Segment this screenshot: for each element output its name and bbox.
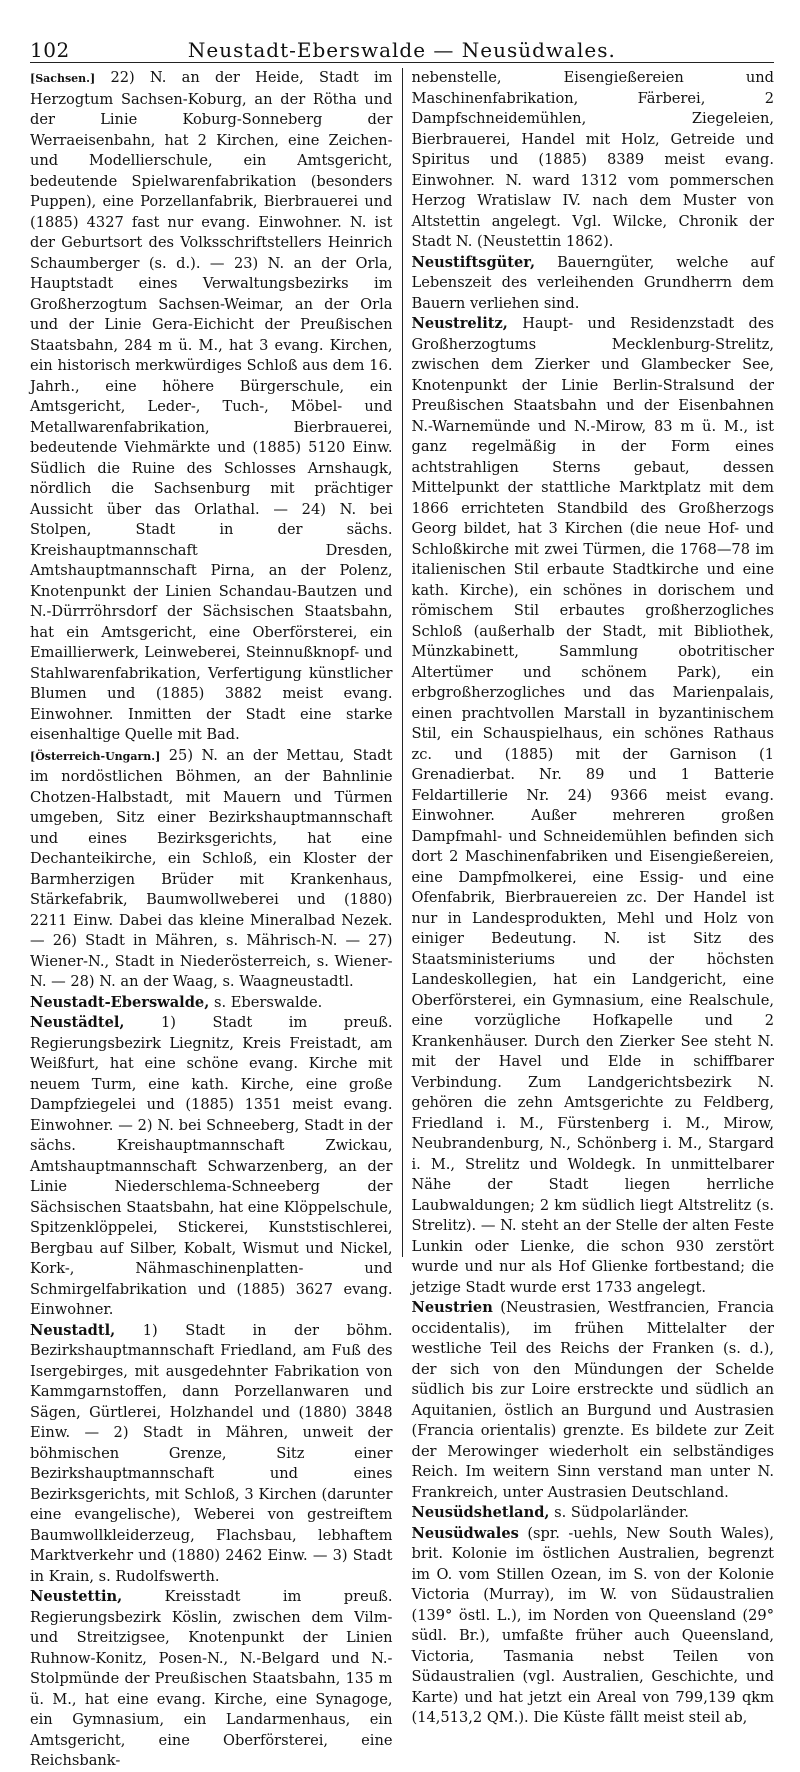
entry-text: (spr. -uehls, New South Wales), brit. Kolonie im östlichen Australien, begrenzt im O. vom Stillen Ozean, im S. von der Kolonie Victoria (Murray), im W. von Südaustralien (139° östl. L.), im Norden von Queensland (29° südl. Br.), umfaßte früher auch Queensland, Victoria, Tasmania nebst Teilen von Südaustralien (vgl. Australien, Geschichte, und Karte) und hat jetzt ein Areal von 799,139 qkm (14,513,2 QM.). Die Küste fällt meist steil ab, xyxy=(411,1524,775,1726)
entry-paragraph xyxy=(30,68,393,746)
entry-text: s. Eberswalde. xyxy=(213,993,323,1011)
entry-text: 1) Stadt in der böhm. Bezirkshauptmannschaft Friedland, am Fuß des Isergebirges, mit ausgedehnter Fabrikation von Kammgarnstoffen, dann Porzellanwaren und Sägen, Gürtlerei, Holzhandel und (1880) 3848 Einw. — 2) Stadt in Mähren, unweit der böhmischen Grenze, Sitz einer Bezirkshauptmannschaft und eines Bezirksgerichts, mit Schloß, 3 Kirchen (darunter eine evangelische), Weberei von gestreiftem Baumwollkleiderzeug, Flachsbau, lebhaftem Marktverkehr und (1880) 2462 Einw. — 3) Stadt in Krain, s. Rudolfswerth. xyxy=(30,1321,393,1585)
page-header xyxy=(30,28,774,63)
entry-headword: Neustiftsgüter, xyxy=(411,253,536,271)
entry-paragraph xyxy=(412,1503,775,1524)
entry-paragraph xyxy=(30,746,393,993)
entry-headword: Neustadt-Eberswalde, xyxy=(30,993,210,1011)
entry-paragraph xyxy=(30,1321,393,1588)
region-tag: [Österreich-Ungarn.] xyxy=(30,749,161,763)
entry-headword: Neustettin, xyxy=(30,1588,123,1605)
left-column xyxy=(30,68,402,1769)
entry-text: (Neustrasien, Westfrancien, Francia occidentalis), im frühen Mittelalter der westliche Teil des Reichs der Franken (s. d.), der sich von den Mündungen der Schelde südlich bis zur Loire erstreckte und südlich an Aquitanien, östlich an Burgund und Austrasien (Francia orientalis) grenzte. Es bildete zur Zeit der Merowinger wiederholt ein selbständiges Reich. Im weitern Sinn verstand man unter N. Frankreich, unter Austrasien Deutschland. xyxy=(411,1299,774,1501)
entry-text: Bauerngüter, welche auf Lebenszeit des verleihenden Grundherrn dem Bauern verliehen sind. xyxy=(411,253,774,312)
entry-headword: Neustadtl, xyxy=(30,1321,116,1339)
entry-text: s. Südpolarländer. xyxy=(554,1504,689,1521)
entry-headword: Neusüdshetland, xyxy=(411,1504,550,1521)
entry-headword: Neusüdwales xyxy=(411,1524,519,1542)
region-tag: [Sachsen.] xyxy=(30,72,96,85)
entry-text: nebenstelle, Eisengießereien und Maschinenfabrikation, Färberei, 2 Dampfschneidemühlen, Ziegeleien, Bierbrauerei, Handel mit Holz, Getreide und Spiritus und (1885) 8389 meist evang. Einwohner. N. ward 1312 vom pommerschen Herzog Wratislaw IV. nach dem Muster von Altstettin angelegt. Vgl. Wilcke, Chronik der Stadt N. (Neustettin 1862). xyxy=(411,69,774,250)
entry-paragraph xyxy=(412,253,775,315)
entry-text: 1) Stadt im preuß. Regierungsbezirk Liegnitz, Kreis Freistadt, am Weißfurt, hat eine schöne evang. Kirche mit neuem Turm, eine kath. Kirche, eine große Dampfziegelei und (1885) 1351 meist evang. Einwohner. — 2) N. bei Schneeberg, Stadt in der sächs. Kreishauptmannschaft Zwickau, Amtshauptmannschaft Schwarzenberg, an der Linie Niederschlema-Schneeberg der Sächsischen Staatsbahn, hat eine Klöppelschule, Spitzenklöppelei, Stickerei, Kunststischlerei, Bergbau auf Silber, Kobalt, Wismut und Nickel, Kork-, Nähmaschinenplatten- und Schmirgelfabrikation und (1885) 3627 evang. Einwohner. xyxy=(30,1014,393,1318)
entry-paragraph xyxy=(412,1524,775,1729)
entry-paragraph xyxy=(30,1587,393,1772)
entry-paragraph xyxy=(30,993,393,1014)
entry-paragraph xyxy=(412,314,775,1298)
entry-headword: Neustrelitz, xyxy=(411,315,508,332)
entry-headword: Neustrien xyxy=(411,1299,493,1316)
entry-paragraph xyxy=(30,1013,393,1321)
page-number: 102 xyxy=(30,38,70,62)
entry-text: 25) N. an der Mettau, Stadt im nordöstlichen Böhmen, an der Bahnlinie Chotzen-Halbstadt, mit Mauern und Türmen umgeben, Sitz einer Bezirkshauptmannschaft und eines Bezirksgerichts, hat eine Dechanteikirche, ein Schloß, ein Kloster der Barmherzigen Brüder mit Krankenhaus, Stärkefabrik, Baumwollweberei und (1880) 2211 Einw. Dabei das kleine Mineralbad Nezek. — 26) Stadt in Mähren, s. Mährisch-N. — 27) Wiener-N., Stadt in Niederösterreich, s. Wiener-N. — 28) N. an der Waag, s. Waagneustadtl. xyxy=(30,746,393,990)
entry-text: Haupt- und Residenzstadt des Großherzogtums Mecklenburg-Strelitz, zwischen dem Zierker und Glambecker See, Knotenpunkt der Linie Berlin-Stralsund der Preußischen Staatsbahn und der Eisenbahnen N.-Warnemünde und N.-Mirow, 83 m ü. M., ist ganz regelmäßig in der Form eines achtstrahligen Sterns gebaut, dessen Mittelpunkt der stattliche Marktplatz mit dem 1866 errichteten Standbild des Großherzogs Georg bildet, hat 3 Kirchen (die neue Hof- und Schloßkirche mit zwei Türmen, die 1768—78 im italienischen Stil erbaute Stadtkirche und eine kath. Kirche), ein schönes in dorischem und römischem Stil erbautes großherzogliches Schloß (außerhalb der Stadt, mit Bibliothek, Münzkabinett, Sammlung obotritischer Altertümer und schönem Park), ein erbgroßherzogliches und das Marienpalais, einen prachtvollen Marstall in byzantinischem Stil, ein Schauspielhaus, ein schönes Rathaus zc. und (1885) mit der Garnison (1 Grenadierbat. Nr. 89 und 1 Batterie Feldartillerie Nr. 24) 9366 meist evang. Einwohner. Außer mehreren großen Dampfmahl- und Schneidemühlen befinden sich dort 2 Maschinenfabriken und Eisengießereien, eine Dampfmolkerei, eine Essig- und eine Ofenfabrik, Bierbrauereien zc. Der Handel ist nur in Landesprodukten, Mehl und Holz von einiger Bedeutung. N. ist Sitz des Staatsministeriums und der höchsten Landeskollegien, hat ein Landgericht, eine Oberförsterei, ein Gymnasium, eine Realschule, eine vorzügliche Hofkapelle und 2 Krankenhäuser. Durch den Zierker See steht N. mit der Havel und Elde in schiffbarer Verbindung. Zum Landgerichtsbezirk N. gehören die zehn Amtsgerichte zu Feldberg, Friedland i. M., Fürstenberg i. M., Mirow, Neubrandenburg, N., Schönberg i. M., Stargard i. M., Strelitz und Woldegk. In unmittelbarer Nähe der Stadt liegen herrliche Laubwaldungen; 2 km südlich liegt Altstrelitz (s. Strelitz). — N. steht an der Stelle der alten Feste Lunkin oder Lienke, die schon 930 zerstört wurde und nur als Hof Glienke fortbestand; die jetzige Stadt wurde erst 1733 angelegt. xyxy=(411,315,774,1296)
text-columns xyxy=(30,68,775,1769)
entry-text: 22) N. an der Heide, Stadt im Herzogtum Sachsen-Koburg, an der Rötha und der Linie Koburg-Sonneberg der Werraeisenbahn, hat 2 Kirchen, eine Zeichen- und Modellierschule, ein Amtsgericht, bedeutende Spielwarenfabrikation (besonders Puppen), eine Porzellanfabrik, Bierbrauerei und (1885) 4327 fast nur evang. Einwohner. N. ist der Geburtsort des Volksschriftstellers Heinrich Schaumberger (s. d.). — 23) N. an der Orla, Hauptstadt eines Verwaltungsbezirks im Großherzogtum Sachsen-Weimar, an der Orla und der Linie Gera-Eichicht der Preußischen Staatsbahn, 284 m ü. M., hat 3 evang. Kirchen, ein historisch merkwürdiges Schloß aus dem 16. Jahrh., eine höhere Bürgerschule, ein Amtsgericht, Leder-, Tuch-, Möbel- und Metallwarenfabrikation, Bierbrauerei, bedeutende Viehmärkte und (1885) 5120 Einw. Südlich die Ruine des Schlosses Arnshaugk, nördlich die Sachsenburg mit prächtiger Aussicht über das Orlathal. — 24) N. bei Stolpen, Stadt in der sächs. Kreishauptmannschaft Dresden, Amtshauptmannschaft Pirna, an der Polenz, Knotenpunkt der Linien Schandau-Bautzen und N.-Dürrröhrsdorf der Sächsischen Staatsbahn, hat ein Amtsgericht, eine Oberförsterei, ein Emaillierwerk, Leinweberei, Steinnußknopf- und Stahlwarenfabrikation, Verfertigung künstlicher Blumen und (1885) 3882 meist evang. Einwohner. Inmitten der Stadt eine starke eisenhaltige Quelle mit Bad. xyxy=(30,69,393,743)
entry-paragraph xyxy=(412,68,775,253)
entry-text: Kreisstadt im preuß. Regierungsbezirk Köslin, zwischen dem Vilm- und Streitzigsee, Knotenpunkt der Linien Ruhnow-Konitz, Posen-N., N.-Belgard und N.-Stolpmünde der Preußischen Staatsbahn, 135 m ü. M., hat eine evang. Kirche, eine Synagoge, ein Gymnasium, ein Landarmenhaus, ein Amtsgericht, eine Oberförsterei, eine Reichsbank- xyxy=(30,1588,393,1769)
entry-paragraph xyxy=(412,1298,775,1503)
running-head: Neustadt-Eberswalde — Neusüdwales. xyxy=(187,38,616,62)
right-column xyxy=(402,68,775,1726)
entry-headword: Neustädtel, xyxy=(30,1014,125,1031)
